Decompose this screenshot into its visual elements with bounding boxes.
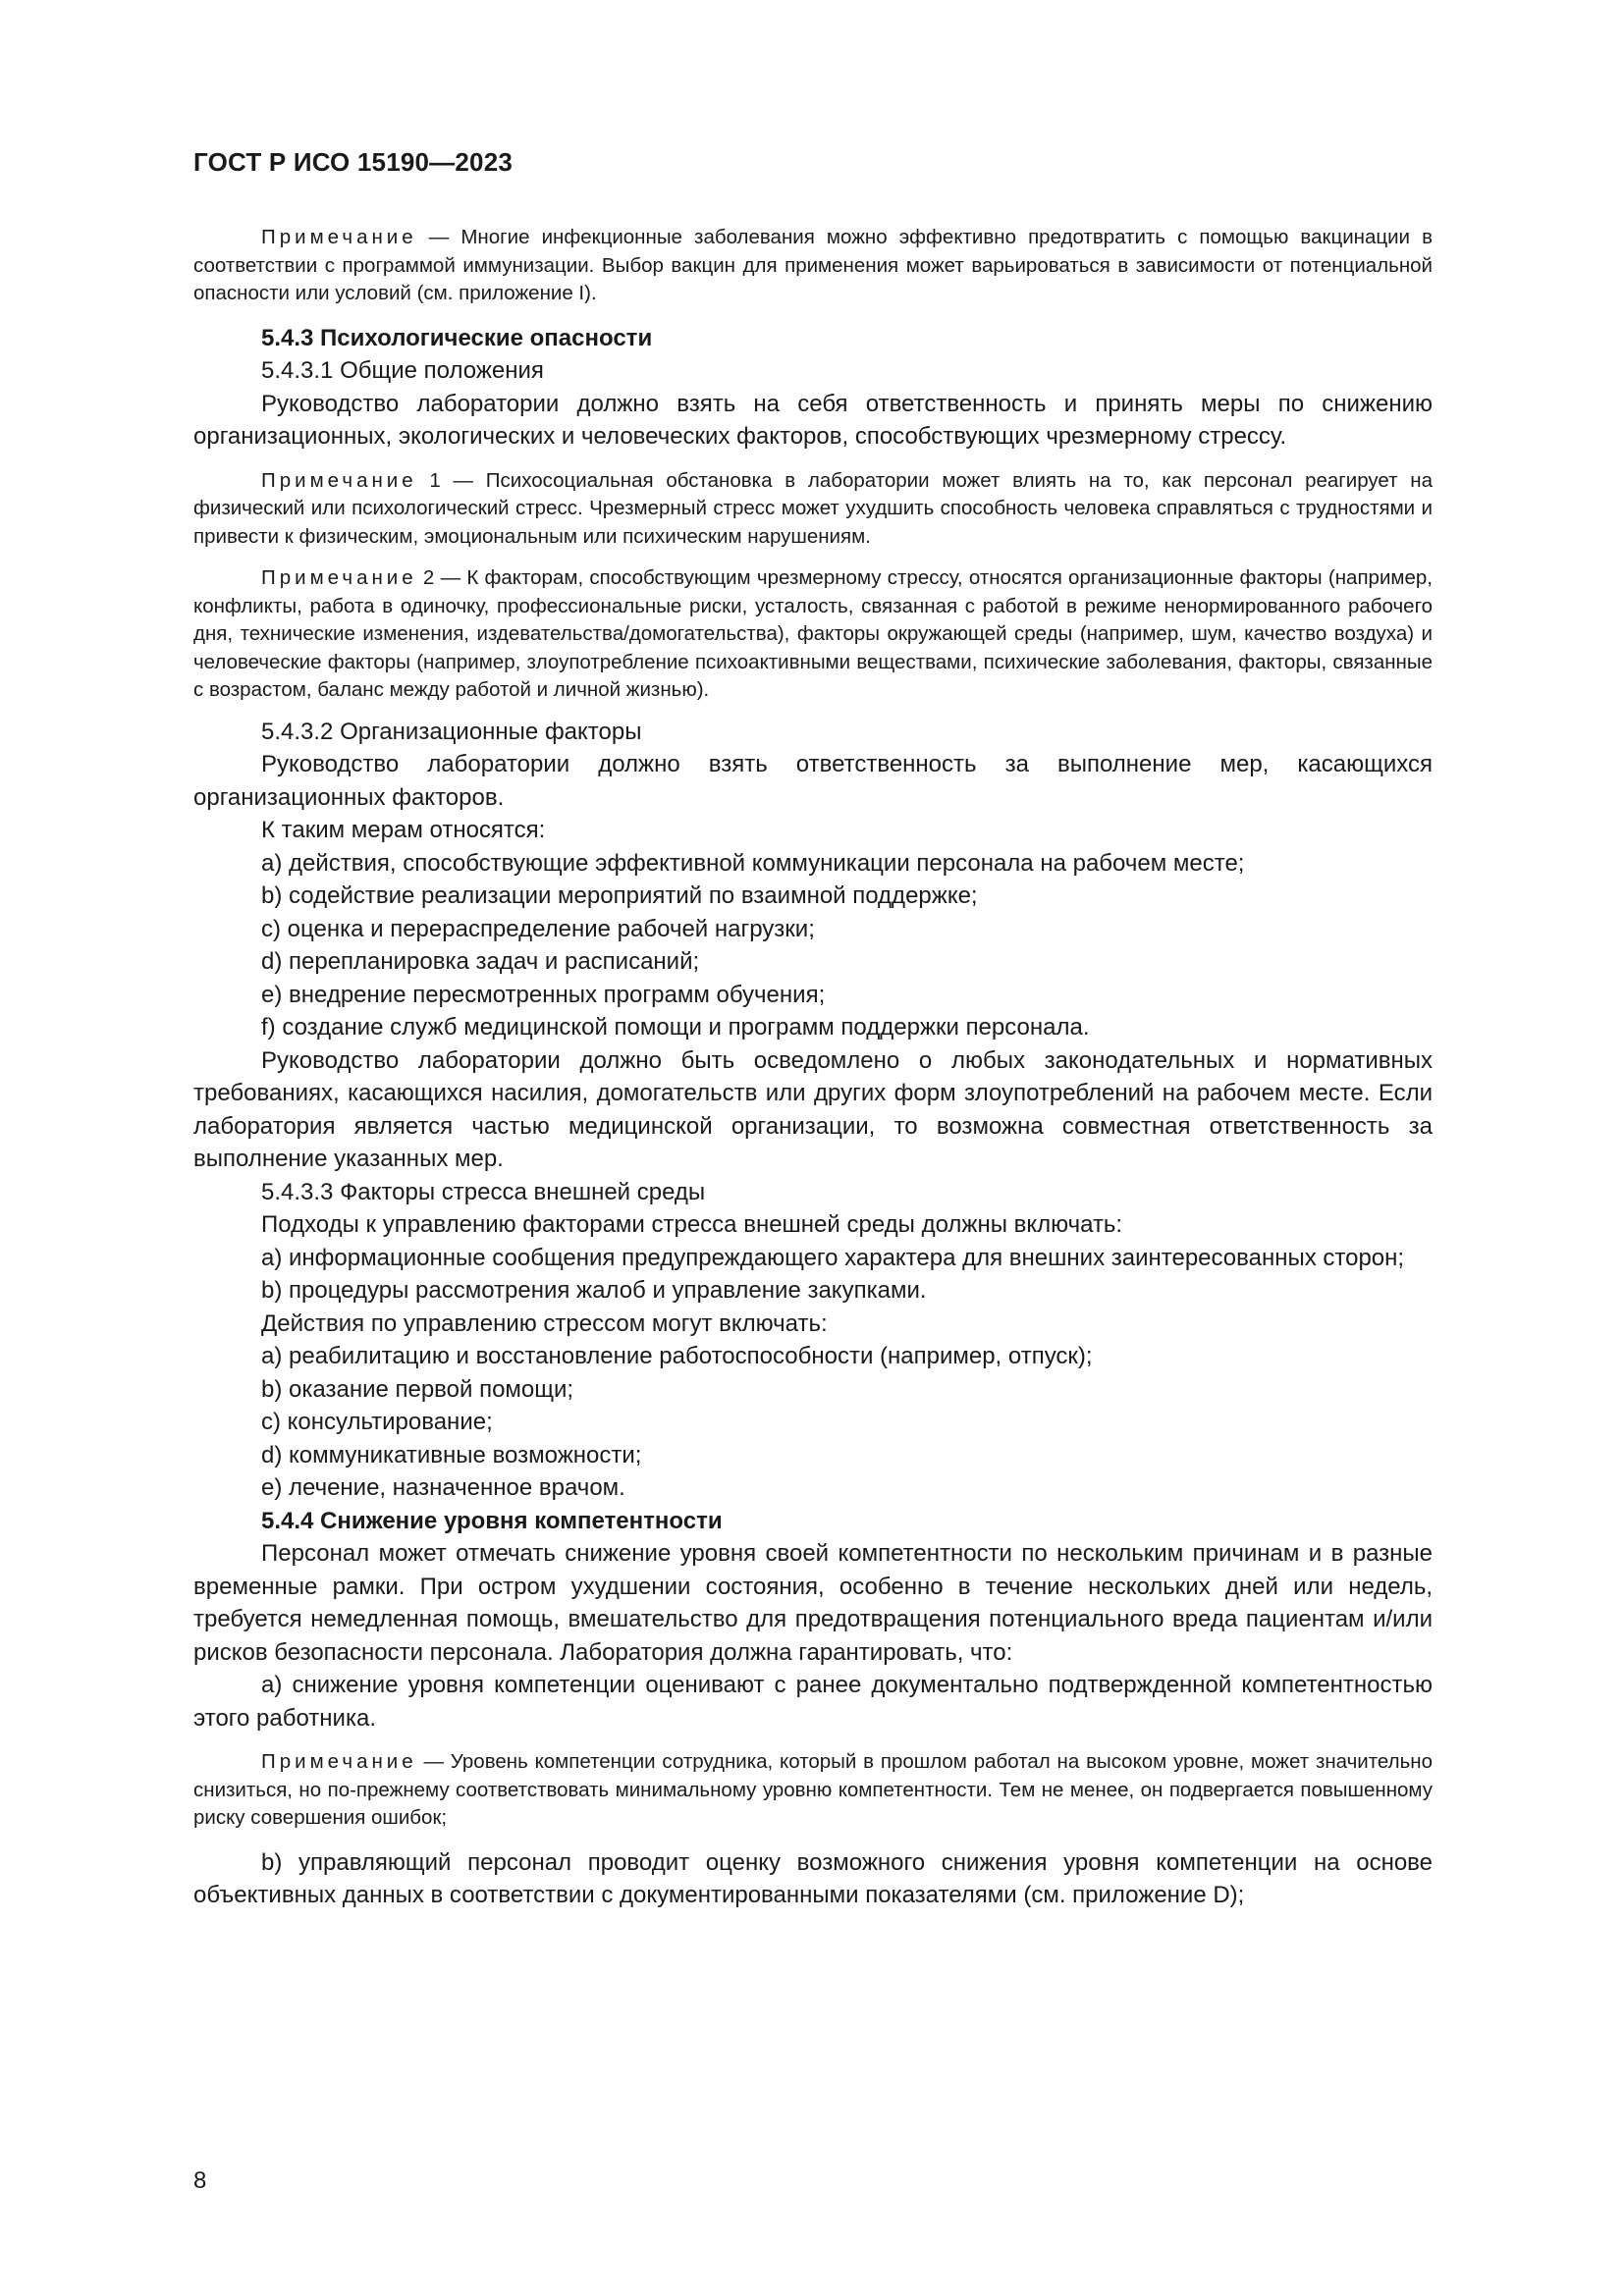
note-vaccination	[193, 224, 1433, 308]
list-item: а) снижение уровня компетенции оценивают с ранее документально подтвержденной компетентностью этого работника.	[193, 1672, 1433, 1732]
list-item: а) информационные сообщения предупреждающего характера для внешних заинтересованных сторон;	[261, 1244, 1405, 1271]
list-item: e) внедрение пересмотренных программ обучения;	[261, 981, 826, 1008]
list-item: f) создание служб медицинской помощи и программ поддержки персонала.	[261, 1014, 1090, 1041]
paragraph: Руководство лаборатории должно взять ответственность за выполнение мер, касающихся организационных факторов.	[193, 751, 1433, 811]
note-text: 2 — К факторам, способствующим чрезмерному стрессу, относятся организационные факторы (например, конфликты, работа в одиночку, профессиональные риски, усталость, связанная с работой в режиме ненормированного рабочего дня, технические изменения, издевательства/домогательства), факторы окружающей среды (например, шум, качество воздуха) и человеческие факторы (например, злоупотребление психоактивными веществами, психические заболевания, факторы, связанные с возрастом, баланс между работой и личной жизнью).	[193, 566, 1433, 701]
paragraph: Персонал может отмечать снижение уровня своей компетентности по нескольким причинам и в разные временные рамки. При остром ухудшении состояния, особенно в течение нескольких дней или недель, требуется немедленная помощь, вмешательство для предотвращения потенциального вреда пациентам и/или рисков безопасности персонала. Лаборатория должна гарантировать, что:	[193, 1540, 1433, 1666]
list-item: b) процедуры рассмотрения жалоб и управление закупками.	[261, 1277, 927, 1304]
list-item: b) содействие реализации мероприятий по взаимной поддержке;	[261, 882, 978, 909]
paragraph: К таким мерам относятся:	[261, 817, 546, 843]
note-1	[193, 467, 1433, 552]
section-heading-5-4-3: 5.4.3 Психологические опасности	[261, 324, 653, 351]
document-header: ГОСТ Р ИСО 15190—2023	[193, 147, 514, 177]
paragraph: Руководство лаборатории должно взять на себя ответственность и принять меры по снижению организационных, экологических и человеческих факторов, способствующих чрезмерному стрессу.	[193, 390, 1433, 450]
list-item: b) оказание первой помощи;	[261, 1375, 574, 1403]
note-text: — Многие инфекционные заболевания можно эффективно предотвратить с помощью вакцинации в соответствии с программой иммунизации. Выбор вакцин для применения может варьироваться в зависимости от потенциальной опасности или условий (см. приложение I).	[193, 226, 1433, 304]
note-text: 1 — Психосоциальная обстановка в лаборатории может влиять на то, как персонал реагирует на физический или психологический стресс. Чрезмерный стресс может ухудшить способность человека справляться с трудностями и привести к физическим, эмоциональным или психическим нарушениям.	[193, 468, 1433, 548]
subsection-title-5-4-3-2: 5.4.3.2 Организационные факторы	[261, 718, 642, 745]
note-label: Примечание	[261, 566, 417, 589]
list-item: e) лечение, назначенное врачом.	[261, 1474, 625, 1501]
list-item: d) коммуникативные возможности;	[261, 1441, 642, 1468]
section-heading-5-4-4: 5.4.4 Снижение уровня компетентности	[261, 1507, 723, 1534]
note-label: Примечание	[261, 468, 417, 492]
paragraph: Действия по управлению стрессом могут включать:	[261, 1309, 828, 1337]
document-body	[193, 224, 1433, 1912]
note-label: Примечание	[261, 1750, 417, 1773]
note-label: Примечание	[261, 226, 417, 248]
list-item: а) реабилитацию и восстановление работоспособности (например, отпуск);	[261, 1343, 1093, 1369]
list-item: c) консультирование;	[261, 1409, 493, 1435]
list-item: b) управляющий персонал проводит оценку возможного снижения уровня компетенции на основе объективных данных в соответствии с документированными показателями (см. приложение D);	[193, 1848, 1433, 1908]
paragraph: Подходы к управлению факторами стресса внешней среды должны включать:	[261, 1211, 1123, 1238]
note-text: — Уровень компетенции сотрудника, который в прошлом работал на высоком уровне, может значительно снизиться, но по-прежнему соответствовать минимальному уровню компетентности. Тем не менее, он подвергается повышенному риску совершения ошибок;	[193, 1750, 1433, 1829]
subsection-title-5-4-3-3: 5.4.3.3 Факторы стресса внешней среды	[261, 1178, 706, 1205]
subsection-title-5-4-3-1: 5.4.3.1 Общие положения	[261, 357, 544, 384]
list-item: d) перепланировка задач и расписаний;	[261, 948, 700, 975]
page-number: 8	[193, 2167, 207, 2194]
note-competence	[193, 1748, 1433, 1833]
list-item: а) действия, способствующие эффективной коммуникации персонала на рабочем месте;	[261, 849, 1245, 877]
paragraph: Руководство лаборатории должно быть осведомлено о любых законодательных и нормативных требованиях, касающихся насилия, домогательств или других форм злоупотреблений на рабочем месте. Если лаборатория является частью медицинской организации, то возможна совместная ответственность за выполнение указанных мер.	[193, 1046, 1433, 1172]
note-2	[193, 564, 1433, 705]
list-item: c) оценка и перераспределение рабочей нагрузки;	[261, 915, 815, 942]
